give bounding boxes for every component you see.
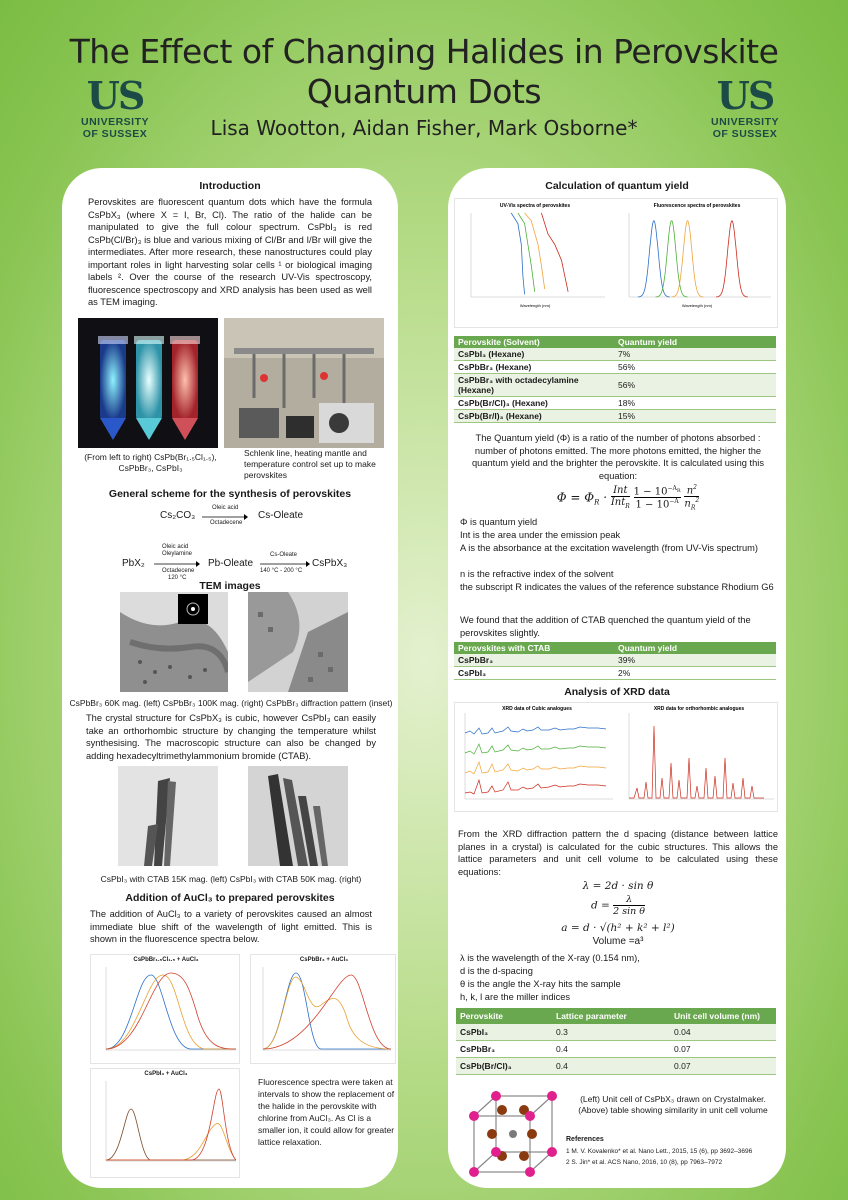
xrd-def-3: θ is the angle the X-ray hits the sample [460, 979, 621, 989]
reference-1: 1 M. V. Kovalenko* et al. Nano Lett., 2015, 15 (6), pp 3692–3696 [566, 1148, 753, 1155]
aucl3-note: Fluorescence spectra were taken at intervals to show the replacement of the halide in the perovskite with chlorine from AuCl₃. As Cl is a smaller ion, it could allow for greater lattice relaxation. [258, 1077, 395, 1147]
qy-def-5: the subscript R indicates the values of the reference substance Rhodium G6 [460, 582, 774, 592]
qy-body: The Quantum yield (Φ) is a ratio of the number of photons absorbed : number of photons emitted. The more photons emitted, the higher the quantum yield and the brighter the perovskite. It is calculated using this equation: [472, 433, 764, 481]
table-cell: CsPbBr₃ with octadecylamine (Hexane) [454, 374, 614, 397]
table-cell: 56% [614, 361, 776, 374]
qy-def-2: Int is the area under the emission peak [460, 530, 621, 540]
uv-xlabel: Wavelength (nm) [519, 303, 551, 308]
right-panel [448, 168, 786, 1188]
qy-table-header: Perovskite (Solvent) [454, 336, 614, 348]
schlenk-line-photo [224, 318, 384, 448]
uv-series-line [511, 213, 524, 294]
fl-xlabel: Wavelength (nm) [681, 303, 713, 308]
tem-body: The crystal structure for CsPbX₃ is cubic, however CsPbI₃ can easily take an orthorhombic structure by changing the temperature whilst synthesising. The macroscopic structure can also be changed by adding hexadecyltrimethylammonium bromide (CTAB). [86, 713, 376, 761]
table-cell: 18% [614, 397, 776, 410]
xrd-table-header: Unit cell volume (nm) [670, 1008, 776, 1024]
left-panel [62, 168, 398, 1188]
ctab-table [454, 642, 776, 680]
unit-cell-diagram [462, 1090, 562, 1182]
qy-def-3: A is the absorbance at the excitation wavelength (from UV-Vis spectrum) [460, 543, 758, 553]
poster-title: The Effect of Changing Halides in Perovskite Quantum Dots [69, 32, 779, 111]
vials-caption: (From left to right) CsPb(Br₁.₅Cl₁.₅), CsPbBr₃, CsPbI₃ [84, 452, 217, 473]
scheme-arrow-3 [260, 561, 310, 567]
table-cell: 56% [614, 374, 776, 397]
table-cell: 0.07 [670, 1041, 776, 1058]
tem-heading: TEM images [199, 580, 261, 592]
xrd-def-2: d is the d-spacing [460, 966, 533, 976]
xrd-body: From the XRD diffraction pattern the d spacing (distance between lattice planes in a crystal) is calculated for the cubic structures. This allows the lattice parameters and unit cell volume to be calculated using these equations: [458, 829, 778, 877]
ctab-table-header: Quantum yield [614, 642, 776, 654]
xrd-table-header: Perovskite [456, 1008, 552, 1024]
table-cell: CsPbBr₃ [456, 1041, 552, 1058]
xrd-table [456, 1008, 776, 1075]
table-cell: CsPb(Br/Cl)₃ (Hexane) [454, 397, 614, 410]
logo-text-1: UNIVERSITY [80, 116, 149, 128]
table-cell: 0.4 [552, 1041, 670, 1058]
table-cell: 0.07 [670, 1058, 776, 1075]
bragg-equation: λ = 2d · sin θ [582, 880, 654, 892]
table-cell: CsPb(Br/I)₃ (Hexane) [454, 410, 614, 423]
university-logo-left [70, 73, 160, 140]
table-row [454, 348, 776, 361]
uv-vis-chart [455, 199, 615, 327]
ctab-table-header: Perovskites with CTAB [454, 642, 614, 654]
aucl3-chart-3-title: CsPbI₃ + AuCl₃ [144, 1071, 188, 1077]
aucl3-chart-1 [90, 954, 240, 1064]
scheme-r2-above-2: Oleylamine [162, 551, 193, 557]
scheme-r2-below-1: Octadecene [162, 568, 195, 574]
table-cell: 39% [614, 654, 776, 667]
table-cell: 0.4 [552, 1058, 670, 1075]
xrd-def-1: λ is the wavelength of the X-ray (0.154 nm), [460, 953, 640, 963]
tem-image-60k [120, 592, 228, 692]
xrd-charts [454, 702, 778, 812]
scheme-r1-product: Cs-Oleate [258, 510, 304, 521]
table-cell: CsPb(Br/Cl)₃ [456, 1058, 552, 1075]
logo-text-1: UNIVERSITY [710, 116, 779, 128]
xrd-ortho-chart [619, 703, 779, 811]
scheme-r2-above-1: Oleic acid [162, 544, 189, 550]
aucl3-body: The addition of AuCl₃ to a variety of perovskites caused an almost immediate blue shift of the wavelength of light emitted. This is shown in the fluorescence spectra below. [90, 909, 372, 944]
d-equation: d = $\frac{\lambda}{\text{2 sin θ}}$ [590, 894, 646, 917]
table-row [456, 1041, 776, 1058]
logo-mark: US [86, 73, 144, 118]
perovskite-vials-photo [78, 318, 218, 448]
qy-table-header: Quantum yield [614, 336, 776, 348]
scheme-r2-product: CsPbX₃ [312, 558, 348, 569]
scheme-r2-mid: Pb-Oleate [208, 558, 254, 569]
xrd-heading: Analysis of XRD data [564, 686, 670, 698]
qy-def-1: Φ is quantum yield [460, 517, 538, 527]
table-cell: 0.3 [552, 1024, 670, 1041]
uv-series-line [525, 213, 545, 289]
qy-def-4: n is the refractive index of the solvent [460, 569, 614, 579]
fluorescence-chart [615, 199, 779, 327]
table-cell: CsPbI₃ (Hexane) [454, 348, 614, 361]
aucl3-chart-1-title: CsPbBr₁.₅Cl₁.₅ + AuCl₃ [133, 957, 199, 963]
scheme-r1-reactant: Cs₂CO₃ [160, 510, 196, 521]
table-row [454, 397, 776, 410]
ctab-image-15k [118, 766, 218, 866]
tem-caption: CsPbBr₃ 60K mag. (left) CsPbBr₃ 100K mag. (right) CsPbBr₃ diffraction pattern (inset) [69, 698, 393, 708]
fl-title: Fluorescence spectra of perovskites [653, 203, 741, 209]
table-cell: 2% [614, 667, 776, 680]
table-row [454, 654, 776, 667]
qy-heading: Calculation of quantum yield [545, 180, 689, 192]
table-cell: 15% [614, 410, 776, 423]
fluorescence-series-line [716, 221, 748, 297]
fluorescence-series-line [638, 221, 670, 297]
table-cell: 7% [614, 348, 776, 361]
aucl3-chart-2 [250, 954, 396, 1064]
ctab-caption: CsPbI₃ with CTAB 15K mag. (left) CsPbI₃ with CTAB 50K mag. (right) [100, 874, 362, 884]
qy-ctab-text: We found that the addition of CTAB quenched the quantum yield of the perovskites slightly. [460, 615, 751, 638]
table-row [454, 667, 776, 680]
table-cell: CsPbI₃ [454, 667, 614, 680]
a-equation: a = d · √(h² + k² + l²) [561, 922, 675, 934]
xrd-cubic-title: XRD data of Cubic analogues [502, 706, 572, 712]
table-row [454, 361, 776, 374]
scheme-r2b-above: Cs-Oleate [270, 552, 298, 558]
xrd-table-header: Lattice parameter [552, 1008, 670, 1024]
intro-body: Perovskites are fluorescent quantum dots which have the formula CsPbX₃ (where X = I, Br, Cl). The ratio of the halide can be manipulated to give the full colour spectrum. CsPbI₃ is red CsPb(Cl/Br)₃ is blue and various mixing of Cl/Br and I/Br will give the intermediates. After more research, these nanostructures could play important roles in light harvesting solar cells ¹ or biological imaging labels ². Over the course of the research UV-Vis spectroscopy, fluorescence spectroscopy and XRD analysis has been used as well as TEM imaging. [88, 197, 372, 307]
intro-heading: Introduction [199, 180, 261, 192]
reference-2: 2 S. Jin* et al. ACS Nano, 2016, 10 (8), pp 7963–7972 [566, 1159, 723, 1166]
uv-series-line [541, 213, 568, 292]
xrd-def-4: h, k, l are the miller indices [460, 992, 571, 1002]
scheme-r1-above: Oleic acid [212, 505, 239, 511]
aucl3-heading: Addition of AuCl₃ to prepared perovskites [125, 892, 335, 904]
table-cell: CsPbBr₃ (Hexane) [454, 361, 614, 374]
qy-charts [454, 198, 778, 328]
logo-text-2: OF SUSSEX [82, 128, 148, 140]
tem-image-100k [248, 592, 348, 692]
scheme-r2-below-2: 120 °C [168, 575, 187, 581]
scheme-r2-reactant: PbX₂ [122, 558, 145, 569]
uv-title: UV-Vis spectra of perovskites [499, 203, 571, 209]
aucl3-chart-3 [90, 1068, 240, 1178]
aucl3-chart-2-title: CsPbBr₃ + AuCl₃ [299, 957, 349, 963]
qy-equation: $\Phi = \Phi_R$ · Int Int$_R$ $\frac{1 - 10^{-A_R}}{1 - 10^{-A}}$ $\frac{n^2}{n_R^2}$ [556, 484, 700, 512]
scheme-arrow-2 [154, 561, 200, 567]
logo-mark: US [716, 73, 774, 118]
university-logo-right [700, 73, 790, 140]
xrd-ortho-title: XRD data for orthorhombic analogues [653, 706, 745, 712]
unit-cell-caption: (Left) Unit cell of CsPbX₃ drawn on Crystalmaker. (Above) table showing similarity in unit cell volume [578, 1094, 768, 1115]
scheme-r1-below: Octadecene [210, 520, 243, 526]
xrd-cubic-chart [455, 703, 619, 811]
scheme-r2b-below: 140 °C - 200 °C [260, 568, 303, 574]
table-row [454, 374, 776, 397]
table-row [456, 1024, 776, 1041]
references-heading: References [566, 1136, 604, 1143]
table-cell: 0.04 [670, 1024, 776, 1041]
schlenk-caption: Schlenk line, heating mantle and temperature control set up to make perovskites [244, 448, 376, 480]
table-row [456, 1058, 776, 1075]
table-row [454, 410, 776, 423]
scheme-heading: General scheme for the synthesis of perovskites [108, 488, 352, 500]
ctab-image-50k [248, 766, 348, 866]
table-cell: CsPbI₃ [456, 1024, 552, 1041]
logo-text-2: OF SUSSEX [712, 128, 778, 140]
volume-equation: Volume =a³ [592, 936, 644, 947]
table-cell: CsPbBr₃ [454, 654, 614, 667]
poster-authors: Lisa Wootton, Aidan Fisher, Mark Osborne* [210, 116, 638, 140]
qy-table [454, 336, 776, 423]
